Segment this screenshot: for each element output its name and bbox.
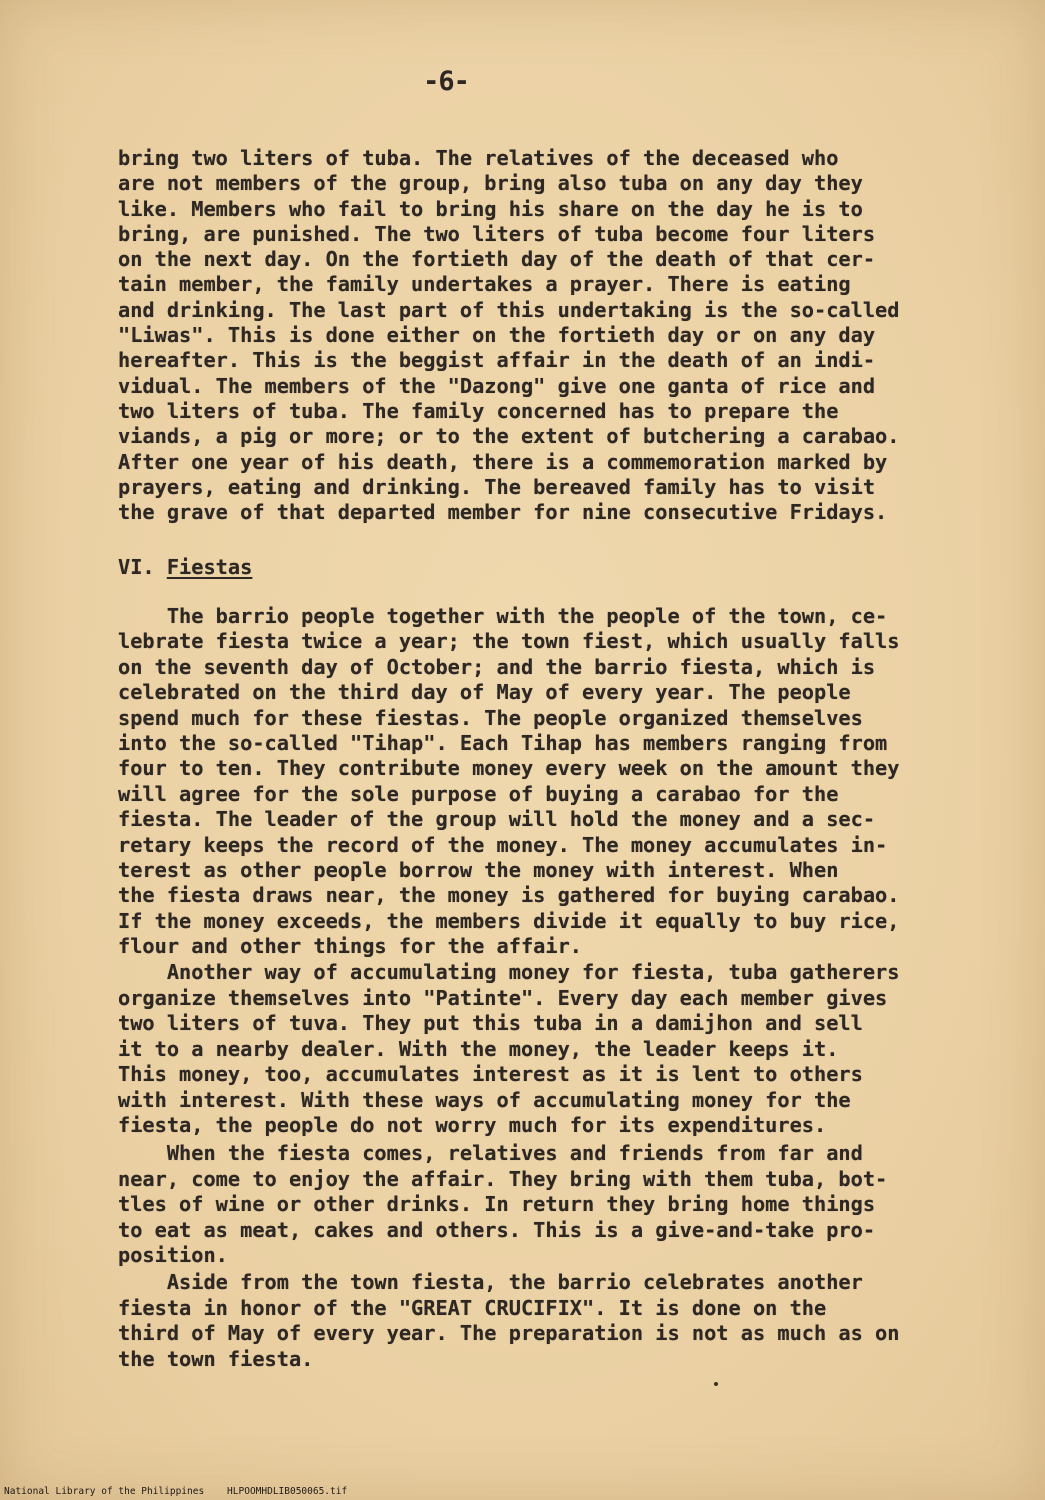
page-number: -6-: [423, 66, 469, 97]
paragraph-burial-customs: bring two liters of tuba. The relatives of the deceased who are not members of the group, bring also tuba on any day they like. Members who fail to bring his share on the day he is to bring, are punished. The two liters of tuba become four liters on the next day. On the fortieth day of the death of that cer- tain member, the family undertakes a prayer. There is eating and drinking. The last part of this undertaking is the so-called "Liwas". This is done either on the fortieth day or on any day hereafter. This is the beggist affair in the death of an indi- vidual. The members of the "Dazong" give one ganta of rice and two liters of tuba. The family concerned has to prepare the viands, a pig or more; or to the extent of butchering a carabao. After one year of his death, there is a commemoration marked by prayers, eating and drinking. The bereaved family has to visit the grave of that departed member for nine consecutive Fridays.: [118, 146, 900, 525]
paragraph-fiesta-gathering: When the fiesta comes, relatives and friends from far and near, come to enjoy the affair. They bring with them tuba, bot- tles of wine or other drinks. In return they bring home things to eat as meat, cakes and others. This is a give-and-take pro- position.: [118, 1141, 888, 1267]
scan-footer: National Library of the Philippines HLPOOMHDLIB050065.tif: [4, 1486, 348, 1497]
ink-speck: [714, 1382, 718, 1386]
section-title: Fiestas: [166, 555, 253, 579]
paragraph-tihap: The barrio people together with the people of the town, ce- lebrate fiesta twice a year; the town fiest, which usually falls on the seventh day of October; and the barrio fiesta, which is celebrated on the third day of May of every year. The people spend much for these fiestas. The people organized themselves into the so-called "Tihap". Each Tihap has members ranging from four to ten. They contribute money every week on the amount they will agree for the sole purpose of buying a carabao for the fiesta. The leader of the group will hold the money and a sec- retary keeps the record of the money. The money accumulates in- terest as other people borrow the money with interest. When the fiesta draws near, the money is gathered for buying carabao. If the money exceeds, the members divide it equally to buy rice, flour and other things for the affair.: [118, 604, 900, 959]
paragraph-great-crucifix: Aside from the town fiesta, the barrio celebrates another fiesta in honor of the "GREAT CRUCIFIX". It is done on the third of May of every year. The preparation is not as much as on the town fiesta.: [118, 1270, 900, 1371]
section-heading-fiestas: [118, 555, 252, 580]
section-numeral: VI.: [118, 555, 167, 579]
paragraph-patinte: Another way of accumulating money for fiesta, tuba gatherers organize themselves into "Patinte". Every day each member gives two liters of tuva. They put this tuba in a damijhon and sell it to a nearby dealer. With the money, the leader keeps it. This money, too, accumulates interest as it is lent to others with interest. With these ways of accumulating money for the fiesta, the people do not worry much for its expenditures.: [118, 960, 900, 1137]
